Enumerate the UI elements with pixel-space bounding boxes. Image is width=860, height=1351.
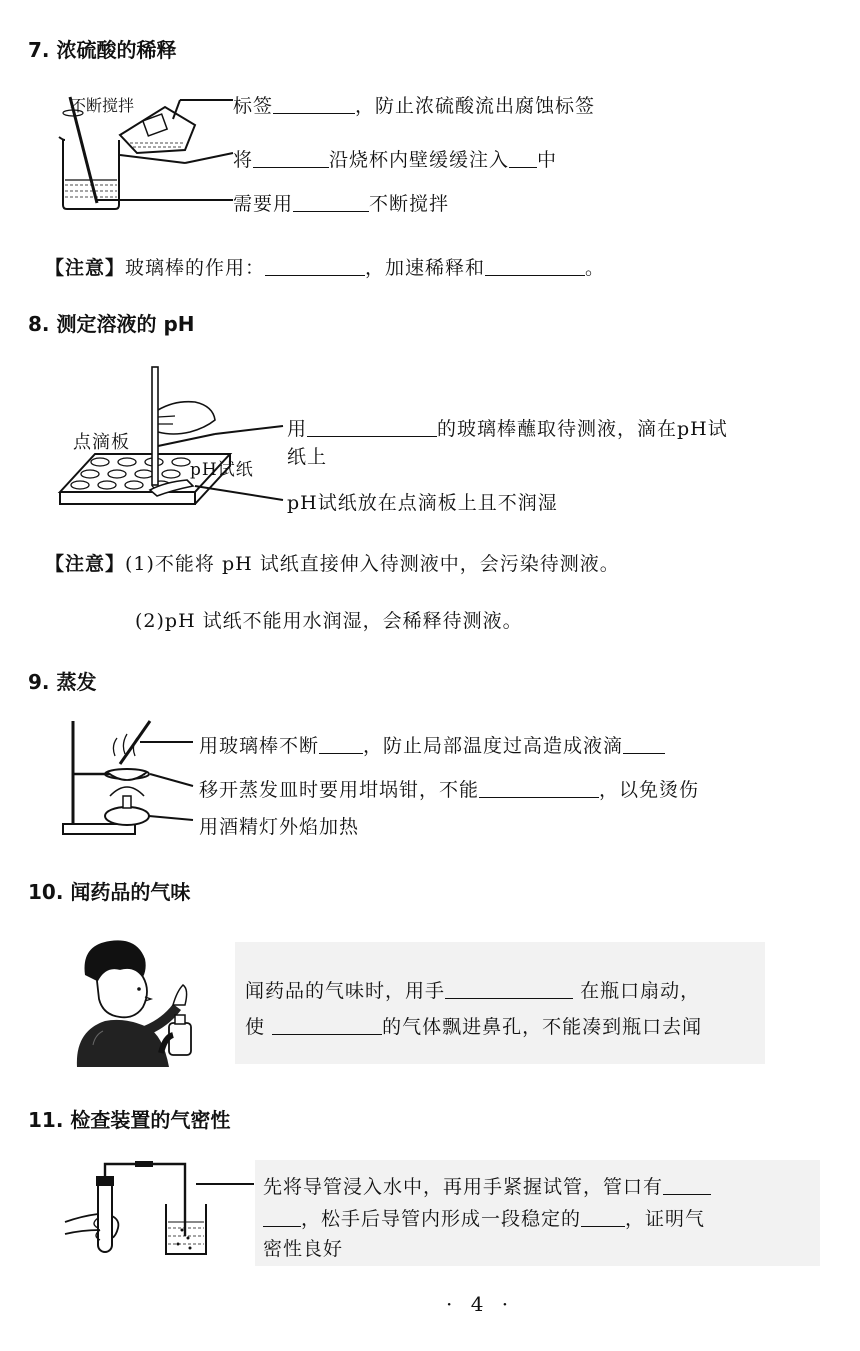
s8-line-1-cont: 纸上 bbox=[287, 446, 328, 468]
s7-line-2: 将 沿烧杯内壁缓缓注入 中 bbox=[233, 149, 558, 171]
page-number: · 4 · bbox=[446, 1292, 515, 1316]
airtight-check-figure bbox=[60, 1158, 255, 1260]
s9-line-3: 用酒精灯外焰加热 bbox=[199, 816, 360, 838]
s11-line-3: 密性良好 bbox=[263, 1238, 344, 1260]
s8-line-1: 用 的玻璃棒蘸取待测液，滴在pH试 bbox=[287, 418, 728, 440]
s11-line-2: ，松手后导管内形成一段稳定的 ，证明气 bbox=[263, 1204, 705, 1231]
s9-line-1: 用玻璃棒不断 ，防止局部温度过高造成液滴 bbox=[199, 731, 665, 758]
smelling-figure bbox=[65, 935, 205, 1070]
s7-line-3: 需要用 不断搅拌 bbox=[233, 193, 450, 215]
s11-line-1: 先将导管浸入水中，再用手紧握试管，管口有 bbox=[263, 1172, 711, 1199]
section-10-heading: 10. 闻药品的气味 bbox=[28, 880, 191, 904]
stir-label: 不断搅拌 bbox=[70, 96, 135, 115]
section-9-heading: 9. 蒸发 bbox=[28, 670, 97, 694]
s10-line-2: 使 的气体飘进鼻孔，不能凑到瓶口去闻 bbox=[245, 1016, 703, 1038]
s9-line-2: 移开蒸发皿时要用坩埚钳，不能 ，以免烫伤 bbox=[199, 779, 700, 801]
section-8-heading: 8. 测定溶液的 pH bbox=[28, 312, 195, 336]
s8-note-2: (2)pH 试纸不能用水润湿，会稀释待测液。 bbox=[135, 610, 523, 632]
s8-line-2: pH试纸放在点滴板上且不润湿 bbox=[287, 492, 558, 514]
s10-text-panel bbox=[235, 942, 765, 1064]
s10-line-1: 闻药品的气味时，用手 在瓶口扇动， bbox=[245, 980, 701, 1002]
s7-note: 【注意】玻璃棒的作用： ，加速稀释和 。 bbox=[45, 257, 606, 279]
s8-note-1: 【注意】(1)不能将 pH 试纸直接伸入待测液中，会污染待测液。 bbox=[45, 553, 620, 575]
section-11-heading: 11. 检查装置的气密性 bbox=[28, 1108, 231, 1132]
section-7-heading: 7. 浓硫酸的稀释 bbox=[28, 38, 177, 62]
evaporation-figure bbox=[55, 716, 195, 840]
s7-line-1: 标签 ，防止浓硫酸流出腐蚀标签 bbox=[233, 95, 596, 117]
ph-paper-label: pH试纸 bbox=[190, 460, 254, 480]
spot-plate-label: 点滴板 bbox=[73, 432, 130, 453]
